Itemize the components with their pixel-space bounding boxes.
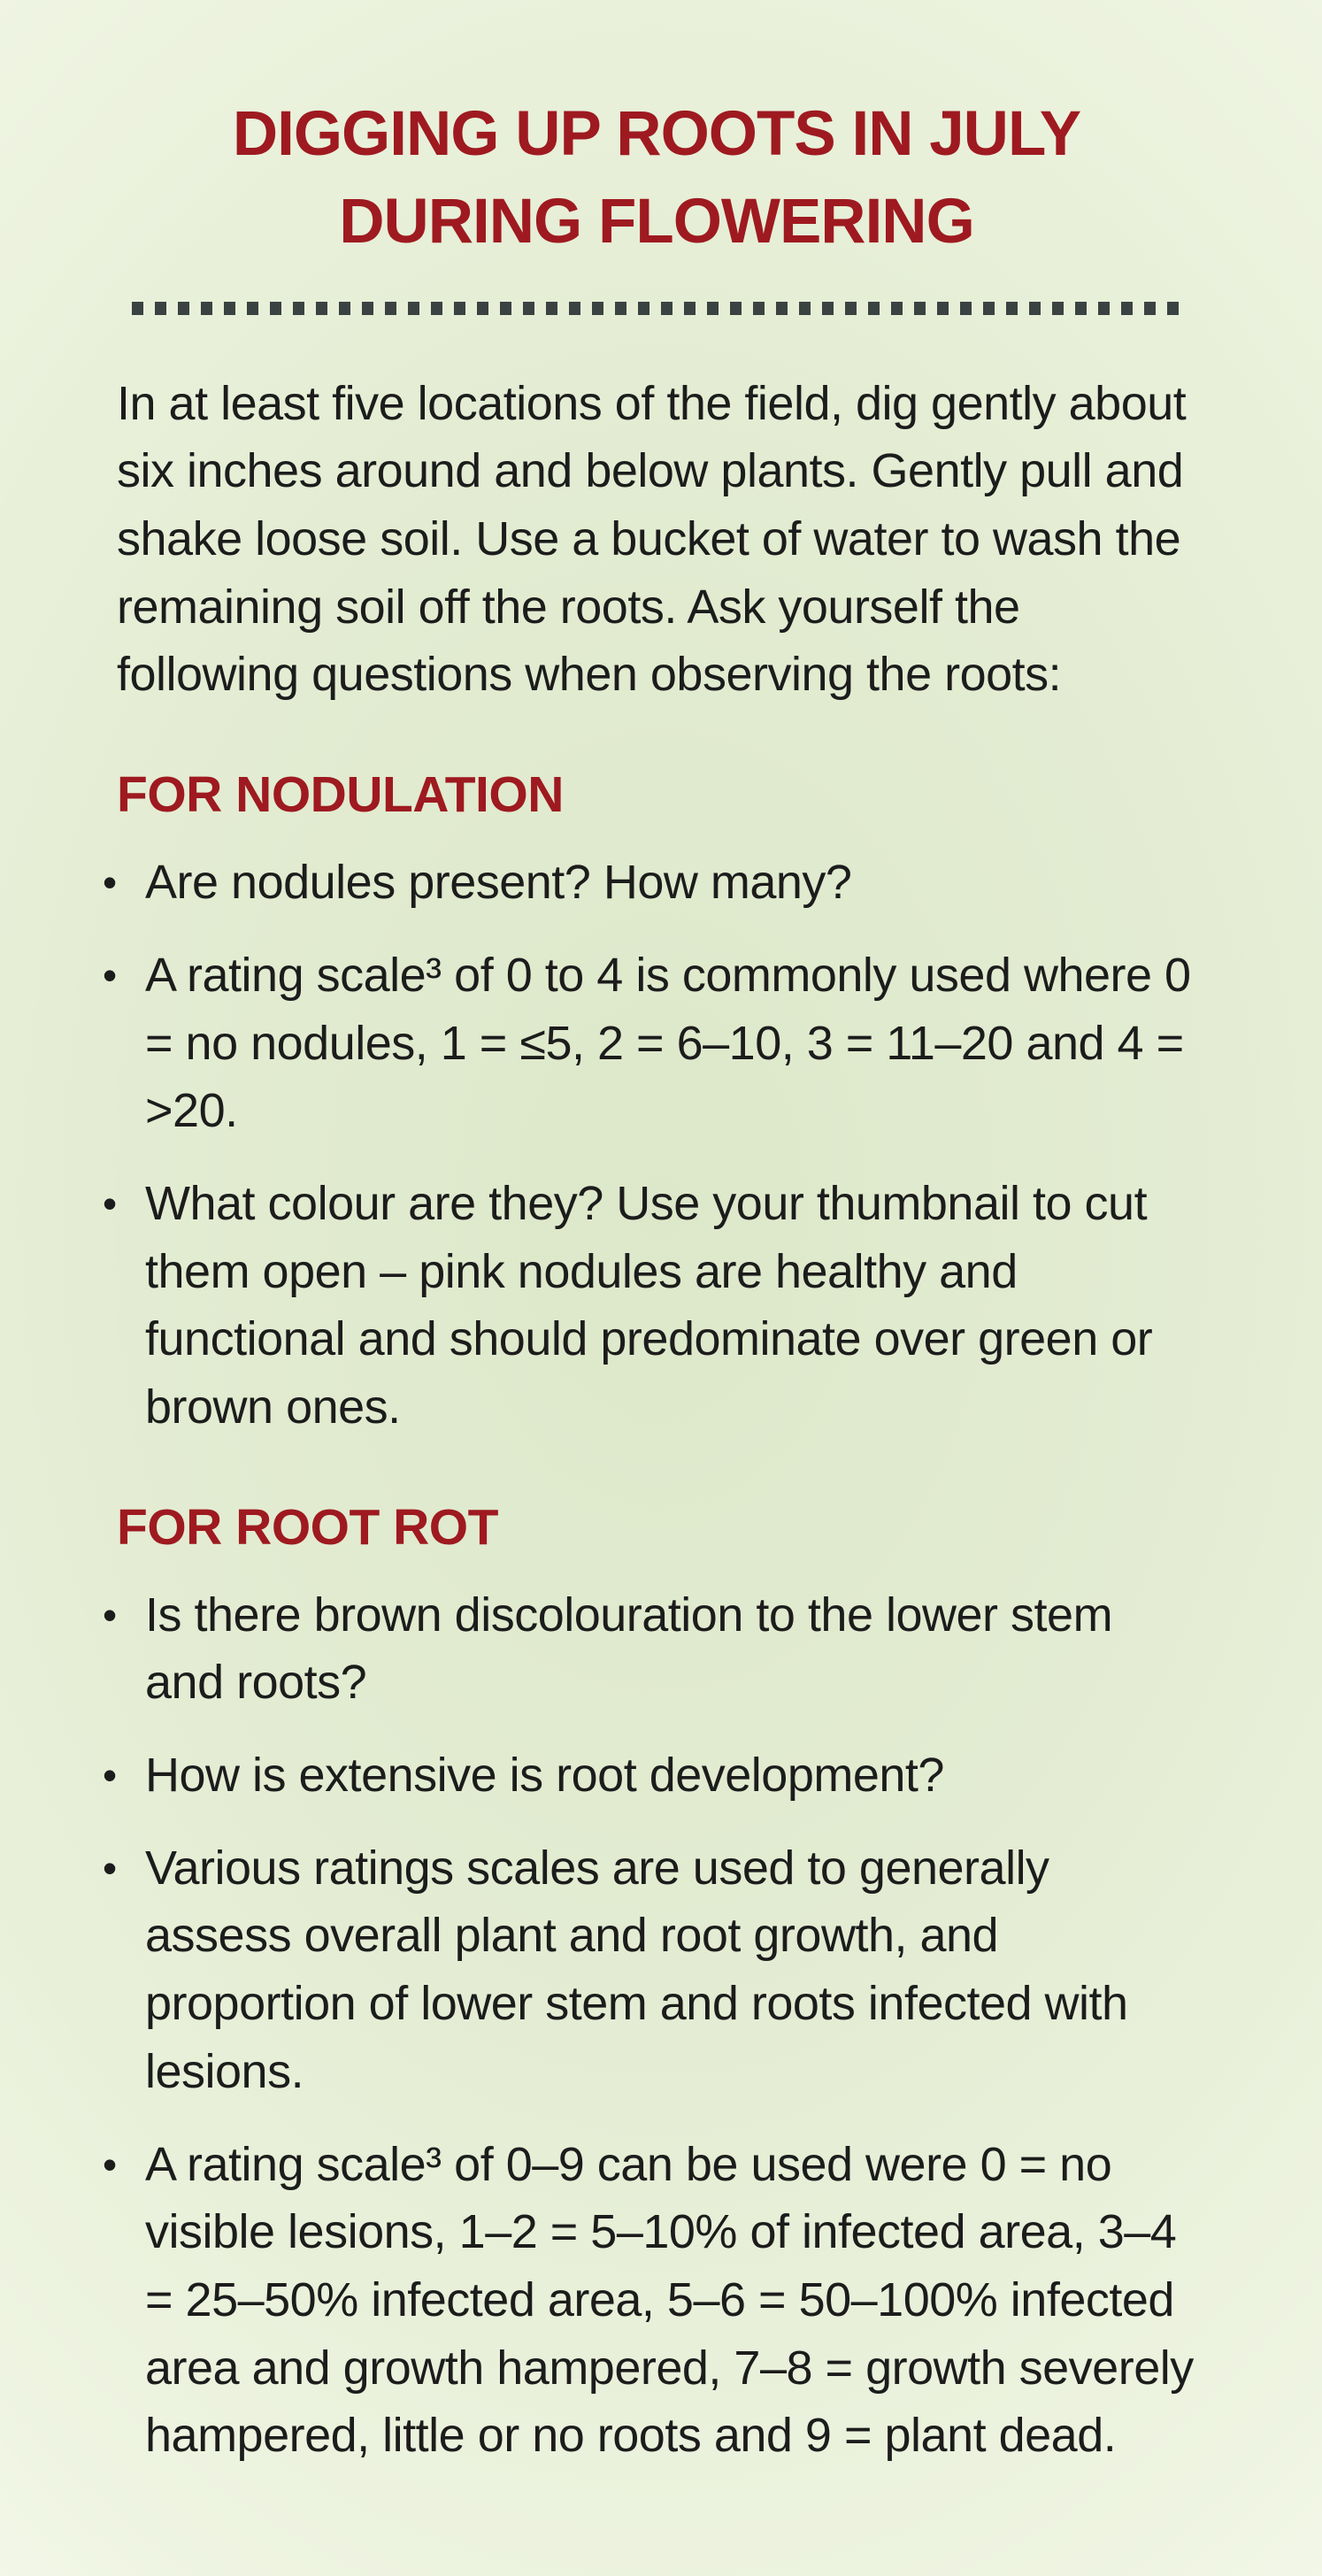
bullet-marker: • [103, 859, 117, 906]
bullet-marker: • [103, 1180, 117, 1226]
list-item [103, 942, 1198, 1145]
bullet-marker: • [103, 1752, 117, 1798]
bullet-text: Are nodules present? How many? [145, 856, 852, 910]
section-nodulation [103, 765, 1198, 1442]
list-item [103, 1581, 1198, 1717]
bullet-marker: • [103, 951, 117, 998]
list-item [103, 2131, 1198, 2470]
list-item [103, 1742, 1198, 1810]
bullet-marker: • [103, 2141, 117, 2188]
bullet-marker: • [103, 1591, 117, 1638]
section-root-rot [103, 1498, 1198, 2470]
panel-title-line-2: DURING FLOWERING [339, 187, 974, 258]
section-heading-root-rot: FOR ROOT ROT [117, 1498, 498, 1556]
list-item [103, 1834, 1198, 2106]
list-item [103, 1170, 1198, 1442]
bullet-text: A rating scale³ of 0–9 can be used were 0 = no visible lesions, 1–2 = 5–10% of infected area, 3–4 = 25–50% infected area, 5–6 = 50–100% infected area and growth hampered, 7–8 = growth severely hampered, little or no roots and 9 = plant dead. [145, 2137, 1194, 2463]
bullet-text: How is extensive is root development? [145, 1749, 944, 1802]
bullet-list-root-rot [103, 1581, 1198, 2470]
bullet-text: Various ratings scales are used to generally assess overall plant and root growth, and proportion of lower stem and roots infected with lesions. [145, 1841, 1128, 2098]
intro-paragraph: In at least five locations of the field, dig gently about six inches around and below plants. Gently pull and shake loose soil. Use a bucket of water to wash the remaining soil off the roots. Ask yourself the following questions when observing the roots: [117, 376, 1187, 702]
bullet-marker: • [103, 1844, 117, 1891]
bullet-list-nodulation [103, 849, 1198, 1442]
panel-title [115, 90, 1198, 266]
panel-title-line-1: DIGGING UP ROOTS IN JULY [232, 99, 1081, 169]
bullet-text: A rating scale³ of 0 to 4 is commonly used where 0 = no nodules, 1 = ≤5, 2 = 6–10, 3 = 11–20 and 4 = >20. [145, 948, 1191, 1138]
list-item [103, 849, 1198, 917]
section-heading-nodulation: FOR NODULATION [117, 766, 564, 824]
bullet-text: Is there brown discolouration to the lower stem and roots? [145, 1588, 1113, 1710]
dashed-divider [132, 302, 1181, 315]
bullet-text: What colour are they? Use your thumbnail to cut them open – pink nodules are healthy and functional and should predominate over green or brown ones. [145, 1176, 1153, 1434]
